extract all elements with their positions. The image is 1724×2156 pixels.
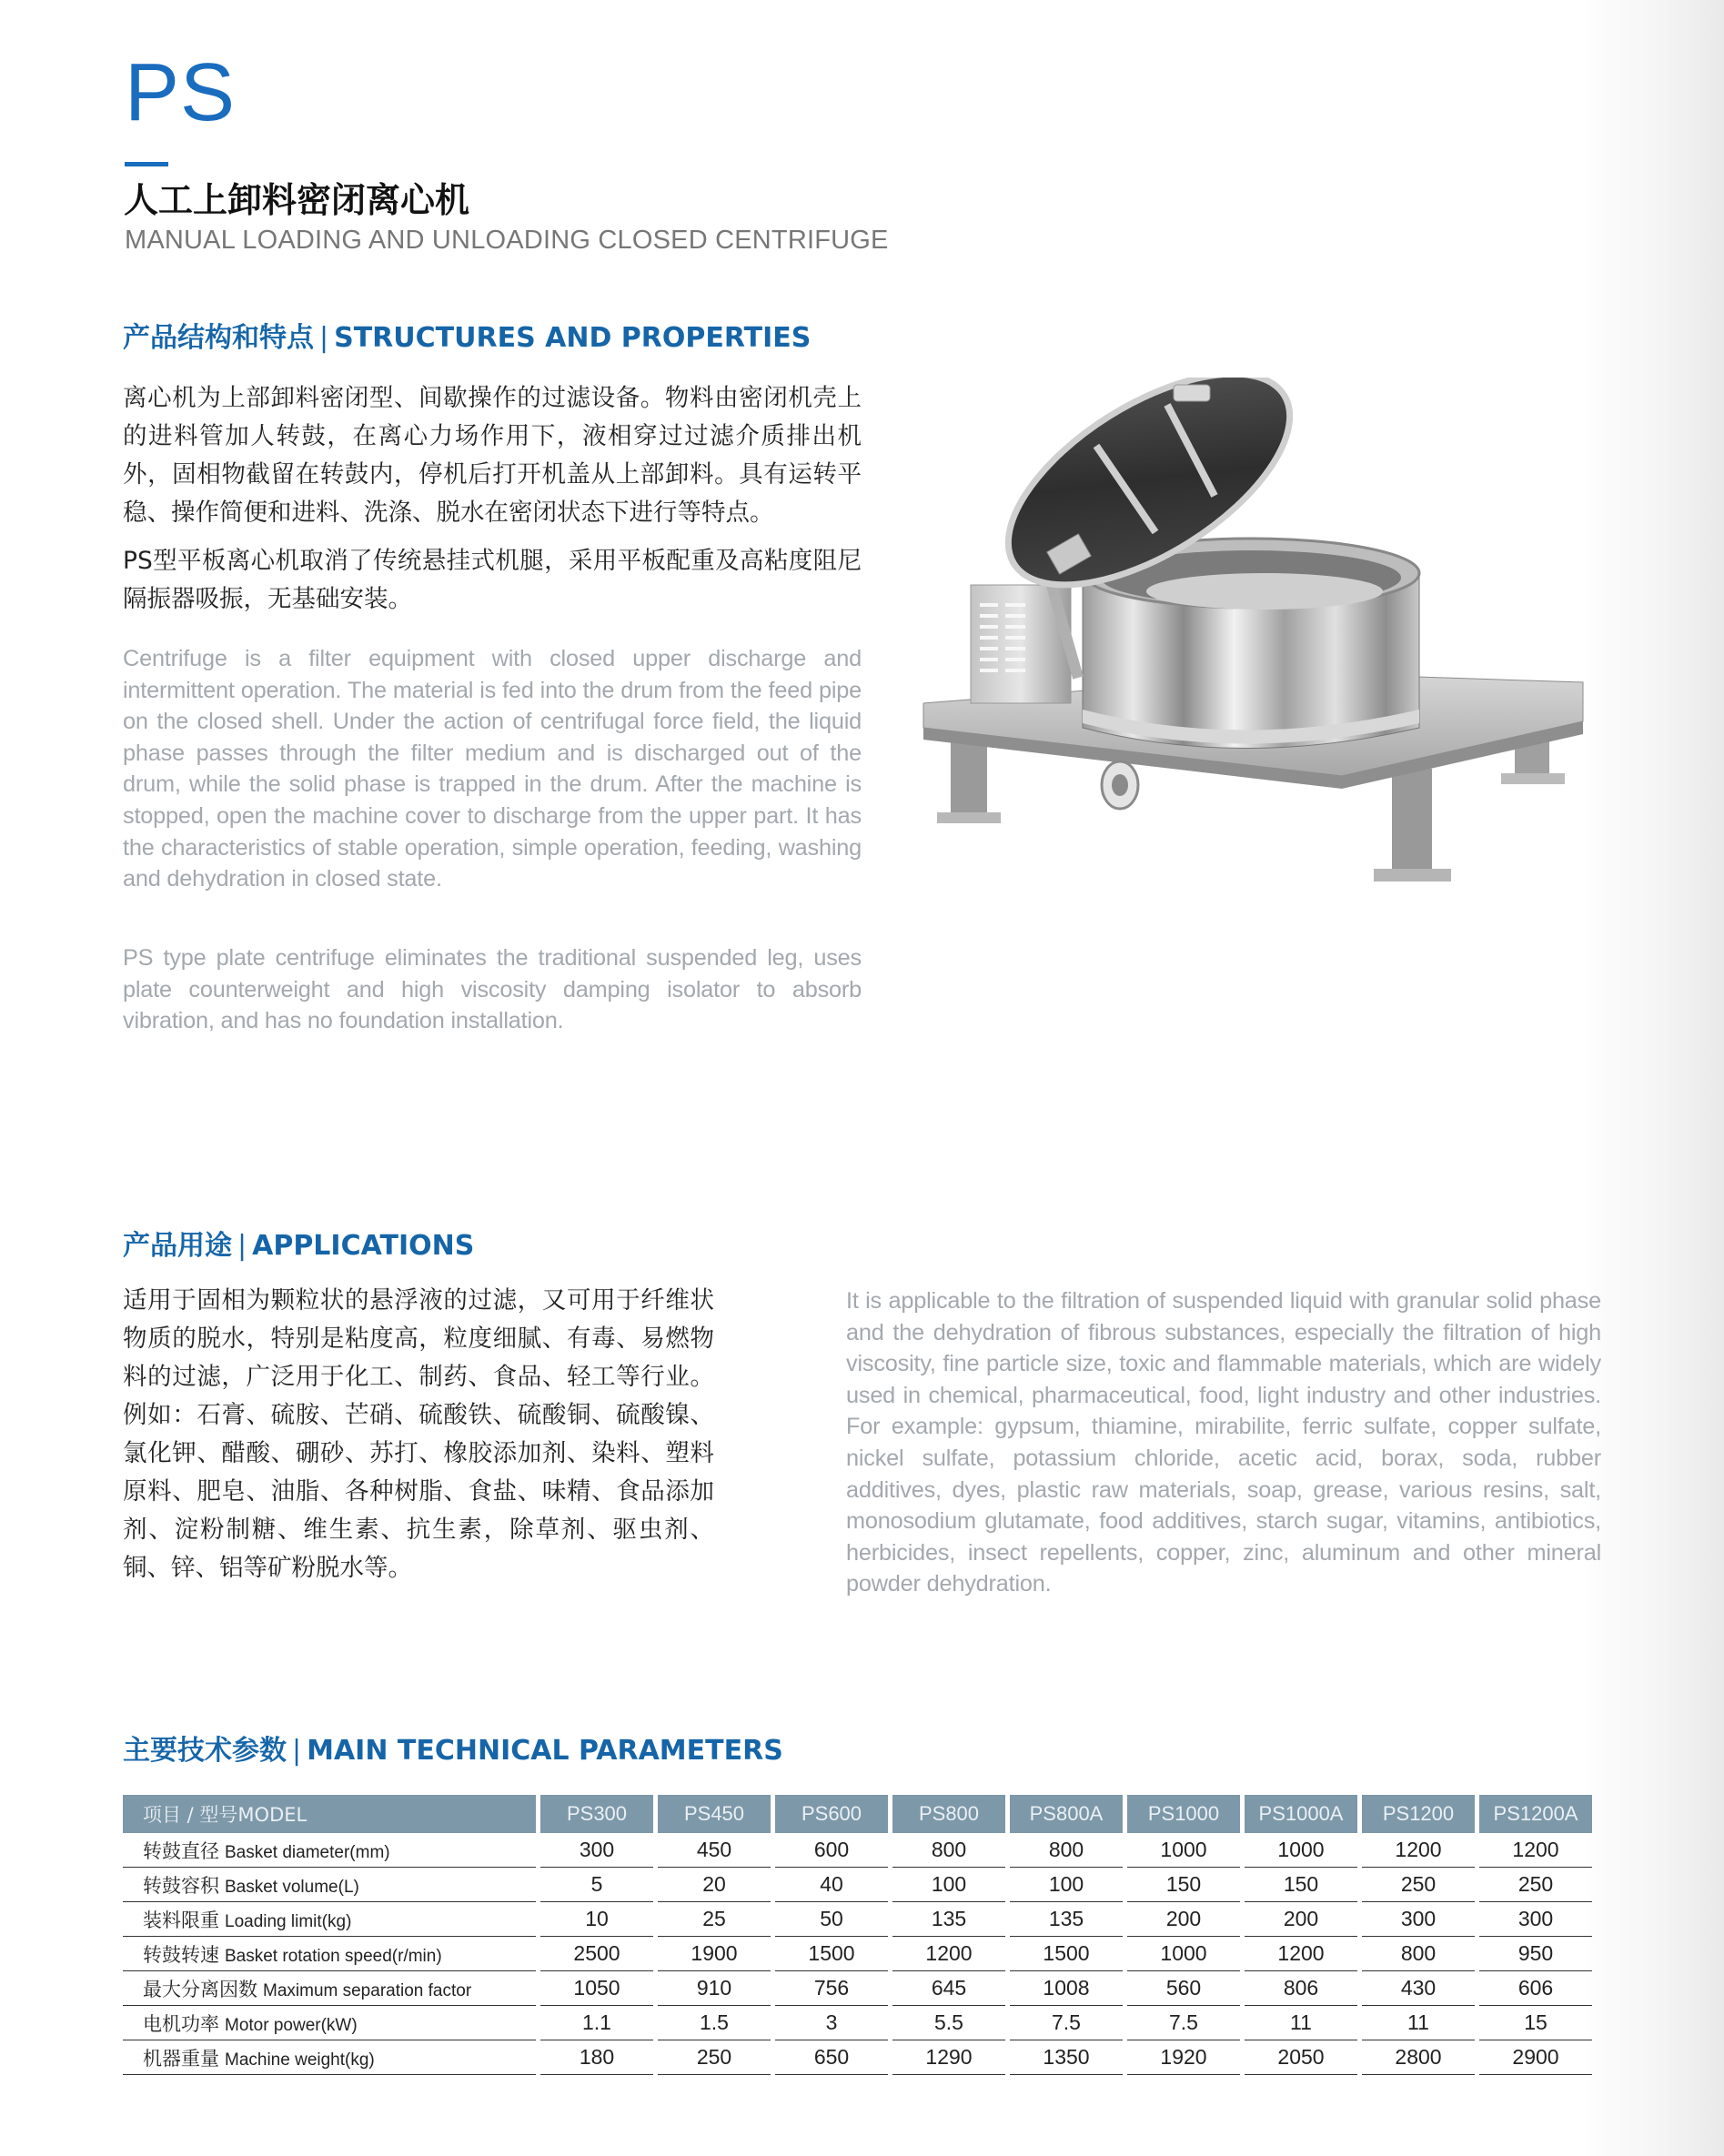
row-label bbox=[123, 1971, 536, 2006]
table-cell-value: 15 bbox=[1479, 2006, 1592, 2040]
table-cell-value: 650 bbox=[775, 2040, 888, 2075]
table-cell-value: 1920 bbox=[1127, 2040, 1240, 2075]
table-cell-value: 25 bbox=[658, 1902, 771, 1937]
table-cell-value: 2500 bbox=[540, 1937, 653, 1971]
heading-cn: 产品用途 bbox=[123, 1230, 232, 1262]
product-title-en: MANUAL LOADING AND UNLOADING CLOSED CENTRIFUGE bbox=[125, 226, 889, 255]
structures-cn-paragraph-2: PS型平板离心机取消了传统悬挂式机腿，采用平板配重及高粘度阻尼隔振器吸振，无基础安装。 bbox=[123, 547, 862, 613]
row-label-en: Basket diameter(mm) bbox=[225, 1842, 390, 1862]
model-column-header: PS1200 bbox=[1362, 1795, 1475, 1833]
table-cell-value: 1050 bbox=[540, 1971, 653, 2006]
structures-en-paragraph-1: Centrifuge is a filter equipment with closed upper discharge and intermittent operation. The material is fed into the drum from the feed pipe on the closed shell. Under the action of centrifugal force field, the liquid phase passes through the filter medium and is discharged out of the drum, while the solid phase is trapped in the drum. After the machine is stopped, open the machine cover to discharge from the upper part. It has the characteristics of stable operation, simple operation, feeding, washing and dehydration in closed state. bbox=[123, 646, 862, 892]
table-cell-value: 1200 bbox=[1245, 1937, 1357, 1971]
table-cell-value: 950 bbox=[1479, 1937, 1592, 1971]
model-column-header: PS300 bbox=[540, 1795, 653, 1833]
table-cell-value: 1900 bbox=[658, 1937, 771, 1971]
model-column-header: PS450 bbox=[658, 1795, 771, 1833]
table-cell-value: 1500 bbox=[1010, 1937, 1123, 1971]
table-cell-value: 800 bbox=[892, 1833, 1005, 1868]
row-label-en: Motor power(kW) bbox=[225, 2015, 358, 2035]
table-cell-value: 1008 bbox=[1010, 1971, 1123, 2006]
table-cell-value: 606 bbox=[1479, 1971, 1592, 2006]
table-cell-value: 300 bbox=[540, 1833, 653, 1868]
table-cell-value: 600 bbox=[775, 1833, 888, 1868]
structures-cn-paragraph-1: 离心机为上部卸料密闭型、间歇操作的过滤设备。物料由密闭机壳上的进料管加人转鼓，在离心力场作用下，液相穿过过滤介质排出机外，固相物截留在转鼓内，停机后打开机盖从上部卸料。具有运转平稳、操作简便和进料、洗涤、脱水在密闭状态下进行等特点。 bbox=[123, 384, 862, 527]
table-cell-value: 5 bbox=[540, 1868, 653, 1902]
table-cell-value: 1200 bbox=[892, 1937, 1005, 1971]
table-row bbox=[123, 2040, 1592, 2075]
table-cell-value: 645 bbox=[892, 1971, 1005, 2006]
applications-en-paragraph: It is applicable to the filtration of suspended liquid with granular solid phase and the dehydration of fibrous substances, especially the filtration of high viscosity, fine particle size, toxic and flammable materials, which are widely used in chemical, pharmaceutical, food, light industry and other industries. For example: gypsum, thiamine, mirabilite, ferric sulfate, copper sulfate, nickel sulfate, potassium chloride, acetic acid, borax, soda, rubber additives, dyes, plastic raw materials, soap, grease, various resins, salt, monosodium glutamate, food additives, starch sugar, vitamins, antibiotics, herbicides, insect repellents, copper, zinc, aluminum and other mineral powder dehydration. bbox=[846, 1288, 1601, 1597]
table-cell-value: 250 bbox=[658, 2040, 771, 2075]
technical-parameters-table bbox=[118, 1795, 1597, 2075]
row-label bbox=[123, 2006, 536, 2040]
table-cell-value: 200 bbox=[1245, 1902, 1357, 1937]
table-cell-value: 1000 bbox=[1245, 1833, 1357, 1868]
table-cell-value: 800 bbox=[1362, 1937, 1475, 1971]
table-header-row bbox=[123, 1795, 1592, 1833]
row-label-en: Basket rotation speed(r/min) bbox=[225, 1946, 442, 1966]
table-cell-value: 135 bbox=[892, 1902, 1005, 1937]
model-column-header: PS1000A bbox=[1245, 1795, 1357, 1833]
structures-en-paragraph-2: PS type plate centrifuge eliminates the traditional suspended leg, uses plate counterweight and high viscosity damping isolator to absorb vibration, and has no foundation installation. bbox=[123, 945, 862, 1034]
table-cell-value: 3 bbox=[775, 2006, 888, 2040]
row-label bbox=[123, 1902, 536, 1937]
table-cell-value: 11 bbox=[1245, 2006, 1357, 2040]
table-cell-value: 100 bbox=[892, 1868, 1005, 1902]
table-cell-value: 50 bbox=[775, 1902, 888, 1937]
table-cell-value: 450 bbox=[658, 1833, 771, 1868]
table-cell-value: 1.1 bbox=[540, 2006, 653, 2040]
model-column-header: PS800A bbox=[1010, 1795, 1123, 1833]
table-cell-value: 250 bbox=[1362, 1868, 1475, 1902]
table-cell-value: 1200 bbox=[1362, 1833, 1475, 1868]
table-cell-value: 1.5 bbox=[658, 2006, 771, 2040]
table-row bbox=[123, 1971, 1592, 2006]
table-cell-value: 800 bbox=[1010, 1833, 1123, 1868]
model-column-header: PS600 bbox=[775, 1795, 888, 1833]
table-cell-value: 560 bbox=[1127, 1971, 1240, 2006]
table-cell-value: 5.5 bbox=[892, 2006, 1005, 2040]
table-cell-value: 2900 bbox=[1479, 2040, 1592, 2075]
row-label bbox=[123, 1868, 536, 1902]
label-column-header: 项目 / 型号MODEL bbox=[123, 1795, 536, 1833]
table-row bbox=[123, 2006, 1592, 2040]
table-cell-value: 20 bbox=[658, 1868, 771, 1902]
section-heading-parameters bbox=[123, 1733, 783, 1769]
row-label-cn: 电机功率 bbox=[143, 2013, 219, 2035]
row-label bbox=[123, 1937, 536, 1971]
table-cell-value: 250 bbox=[1479, 1868, 1592, 1902]
table-cell-value: 1500 bbox=[775, 1937, 888, 1971]
row-label-en: Machine weight(kg) bbox=[225, 2050, 375, 2070]
table-cell-value: 1350 bbox=[1010, 2040, 1123, 2075]
table-cell-value: 40 bbox=[775, 1868, 888, 1902]
heading-separator: | bbox=[237, 1230, 247, 1262]
heading-cn: 主要技术参数 bbox=[123, 1735, 287, 1767]
row-label-cn: 转鼓转速 bbox=[143, 1944, 219, 1966]
row-label bbox=[123, 1833, 536, 1868]
section-heading-structures bbox=[123, 320, 811, 357]
table-cell-value: 7.5 bbox=[1127, 2006, 1240, 2040]
table-cell-value: 11 bbox=[1362, 2006, 1475, 2040]
row-label-cn: 装料限重 bbox=[143, 1909, 219, 1931]
table-cell-value: 2050 bbox=[1245, 2040, 1357, 2075]
table-row bbox=[123, 1833, 1592, 1868]
table-cell-value: 2800 bbox=[1362, 2040, 1475, 2075]
row-label-en: Maximum separation factor bbox=[263, 1980, 472, 2000]
model-column-header: PS1200A bbox=[1479, 1795, 1592, 1833]
table-cell-value: 7.5 bbox=[1010, 2006, 1123, 2040]
table-row bbox=[123, 1937, 1592, 1971]
row-label-en: Loading limit(kg) bbox=[225, 1911, 352, 1931]
heading-separator: | bbox=[292, 1735, 302, 1767]
table-row bbox=[123, 1868, 1592, 1902]
table-cell-value: 10 bbox=[540, 1902, 653, 1937]
table-cell-value: 1290 bbox=[892, 2040, 1005, 2075]
row-label-cn: 最大分离因数 bbox=[143, 1979, 257, 2000]
table-cell-value: 1000 bbox=[1127, 1833, 1240, 1868]
heading-en: APPLICATIONS bbox=[252, 1230, 475, 1262]
row-label-cn: 转鼓容积 bbox=[143, 1875, 219, 1897]
row-label-cn: 机器重量 bbox=[143, 2048, 219, 2070]
table-cell-value: 1000 bbox=[1127, 1937, 1240, 1971]
table-cell-value: 180 bbox=[540, 2040, 653, 2075]
model-column-header: PS800 bbox=[892, 1795, 1005, 1833]
model-column-header: PS1000 bbox=[1127, 1795, 1240, 1833]
table-cell-value: 756 bbox=[775, 1971, 888, 2006]
table-cell-value: 150 bbox=[1245, 1868, 1357, 1902]
table-cell-value: 1200 bbox=[1479, 1833, 1592, 1868]
product-title-cn: 人工上卸料密闭离心机 bbox=[124, 180, 470, 220]
section-heading-applications bbox=[123, 1228, 474, 1264]
product-code: PS bbox=[125, 47, 237, 138]
applications-cn-paragraph: 适用于固相为颗粒状的悬浮液的过滤，又可用于纤维状物质的脱水，特别是粘度高，粒度细腻、有毒、易燃物料的过滤，广泛用于化工、制药、食品、轻工等行业。例如：石膏、硫胺、芒硝、硫酸铁、硫酸铜、硫酸镍、氯化钾、醋酸、硼砂、苏打、橡胶添加剂、染料、塑料原料、肥皂、油脂、各种树脂、食盐、味精、食品添加剂、淀粉制糖、维生素、抗生素，除草剂、驱虫剂、铜、锌、铝等矿粉脱水等。 bbox=[123, 1286, 714, 1582]
table-cell-value: 135 bbox=[1010, 1902, 1123, 1937]
heading-cn: 产品结构和特点 bbox=[123, 322, 314, 354]
row-label bbox=[123, 2040, 536, 2075]
table-cell-value: 100 bbox=[1010, 1868, 1123, 1902]
heading-en: STRUCTURES AND PROPERTIES bbox=[334, 322, 812, 354]
table-cell-value: 300 bbox=[1479, 1902, 1592, 1937]
centrifuge-product-image bbox=[914, 378, 1592, 1010]
table-cell-value: 200 bbox=[1127, 1902, 1240, 1937]
title-accent-bar bbox=[125, 162, 168, 166]
heading-en: MAIN TECHNICAL PARAMETERS bbox=[307, 1735, 783, 1767]
table-cell-value: 910 bbox=[658, 1971, 771, 2006]
table-cell-value: 430 bbox=[1362, 1971, 1475, 2006]
heading-separator: | bbox=[319, 322, 329, 354]
row-label-cn: 转鼓直径 bbox=[143, 1840, 219, 1862]
table-cell-value: 806 bbox=[1245, 1971, 1357, 2006]
table-row bbox=[123, 1902, 1592, 1937]
row-label-en: Basket volume(L) bbox=[225, 1877, 359, 1897]
table-cell-value: 150 bbox=[1127, 1868, 1240, 1902]
table-cell-value: 300 bbox=[1362, 1902, 1475, 1937]
